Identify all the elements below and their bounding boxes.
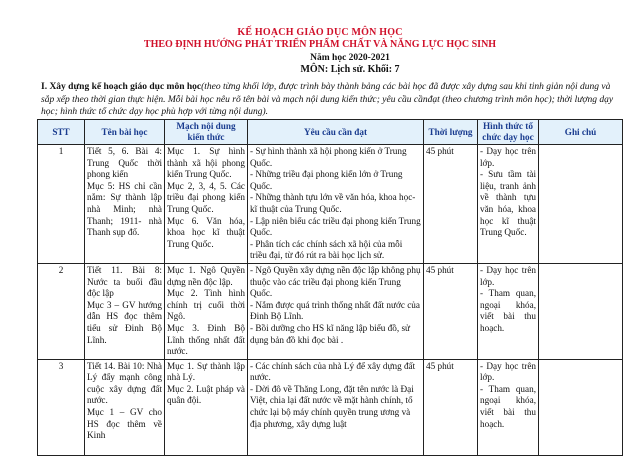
- table-row: [38, 263, 623, 359]
- row-content: Mục 1. Sự thành lập nhà Lý. Mục 2. Luật pháp và quân đội.: [165, 359, 248, 455]
- row-note: [539, 145, 623, 264]
- header-duration: Thời lượng: [424, 120, 478, 145]
- header-note: Ghi chú: [539, 120, 623, 145]
- doc-title: KẾ HOẠCH GIÁO DỤC MÔN HỌC: [237, 27, 403, 38]
- header-lesson: Tên bài học: [85, 120, 165, 145]
- school-year: Năm học 2020-2021: [310, 53, 390, 63]
- section-intro: [41, 81, 621, 119]
- row-requirements: - Sự hình thành xã hội phong kiến ở Trung Quốc. - Những triều đại phong kiến lớn ở Trung Quốc. - Những thành tựu lớn về văn hóa, khoa học-kĩ thuật của Trung Quốc. - Lập niên biểu các triều đại phong kiến Trung Quốc. - Phân tích các chính sách xã hội của mỗi triều đại, từ đó rút ra bài học lịch sử.: [248, 145, 424, 264]
- row-lesson: Tiết 11. Bài 8: Nước ta buổi đầu độc lập Mục 3 – GV hướng dẫn HS đọc thêm tiểu sử Đinh Bộ Lĩnh.: [85, 263, 165, 359]
- row-note: [539, 359, 623, 455]
- table-row: [38, 145, 623, 264]
- row-format: - Dạy học trên lớp. - Tham quan, ngoại khóa, viết bài thu hoạch.: [478, 359, 539, 455]
- row-stt: 1: [38, 145, 85, 264]
- row-lesson: Tiết 5, 6. Bài 4: Trung Quốc thời phong kiến Mục 5: HS chỉ cần nắm: Sự thành lập nhà Minh; nhà Thanh; 1911- nhà Thanh sụp đổ.: [85, 145, 165, 264]
- header-content: Mạch nội dung kiến thức: [165, 120, 248, 145]
- row-format: - Dạy học trên lớp. - Tham quan, ngoại khóa, viết bài thu hoạch.: [478, 263, 539, 359]
- section-note: (theo từng khối lớp, được trình bày thành bảng các bài học đã được xây dựng sau khi tinh giản nội dung và sắp xếp theo thời gian thực hiện. Mỗi bài học nêu rõ tên bài và mạch nội dung kiến thức; yêu cầu cầnđạt (theo chương trình môn học); thời lượng dạy học; hình thức tổ chức dạy học phù hợp với từng nội dung).: [41, 82, 614, 117]
- row-lesson: Tiết 14. Bài 10: Nhà Lý đẩy mạnh công cuộc xây dựng đất nước. Mục 1 – GV cho HS đọc thêm về Kinh: [85, 359, 165, 455]
- row-stt: 2: [38, 263, 85, 359]
- header-requirements: Yêu cầu cần đạt: [248, 120, 424, 145]
- row-stt: 3: [38, 359, 85, 455]
- row-content: Mục 1. Sự hình thành xã hội phong kiến Trung Quốc. Mục 2, 3, 4, 5. Các triều đại phong kiến Trung Quốc. Mục 6. Văn hóa, khoa học kĩ thuật Trung Quốc.: [165, 145, 248, 264]
- row-duration: 45 phút: [424, 145, 478, 264]
- row-requirements: - Ngô Quyền xây dựng nền độc lập không phụ thuộc vào các triều đại phong kiến Trung Quốc. - Nắm được quá trình thống nhất đất nước của Đinh Bộ Lĩnh. - Bồi dưỡng cho HS kĩ năng lập biểu đồ, sử dụng bản đồ khi đọc bài .: [248, 263, 424, 359]
- section-heading: I. Xây dựng kế hoạch giáo dục môn học: [41, 82, 202, 92]
- subject-line: MÔN: Lịch sử. Khối: 7: [300, 64, 400, 75]
- table-header-row: [38, 120, 623, 145]
- row-content: Mục 1. Ngô Quyền dựng nền độc lập. Mục 2. Tình hình chính trị cuối thời Ngô. Mục 3. Đinh Bộ Lĩnh thống nhất đất nước.: [165, 263, 248, 359]
- doc-subtitle: THEO ĐỊNH HƯỚNG PHÁT TRIỂN PHẨM CHẤT VÀ NĂNG LỰC HỌC SINH: [143, 39, 497, 50]
- row-format: - Dạy học trên lớp. - Sưu tầm tài liệu, tranh ảnh về thành tựu văn hóa, khoa học kĩ thuật Trung Quốc.: [478, 145, 539, 264]
- row-duration: 45 phút: [424, 359, 478, 455]
- table-row: [38, 359, 623, 455]
- row-duration: 45 phút: [424, 263, 478, 359]
- lesson-plan-table: [37, 119, 623, 456]
- row-requirements: - Các chính sách của nhà Lý để xây dựng đất nước. - Dời đô về Thăng Long, đặt tên nước là Đại Việt, chia lại đất nước về mặt hành chính, tổ chức lại bộ máy chính quyền trung ương và địa phương, xây dựng luật: [248, 359, 424, 455]
- row-note: [539, 263, 623, 359]
- header-stt: STT: [38, 120, 85, 145]
- header-format: Hình thức tổ chức dạy học: [478, 120, 539, 145]
